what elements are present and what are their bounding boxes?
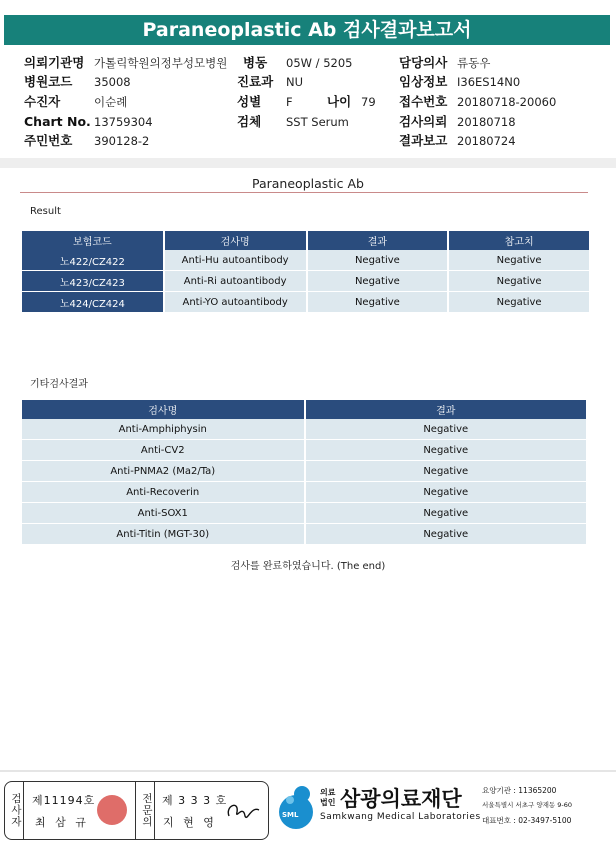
value-ward: 05W / 5205	[286, 56, 353, 70]
label-test-request-date: 검사의뢰	[399, 114, 448, 129]
test-name: Anti-Amphiphysin	[22, 419, 305, 440]
test-result: Negative	[305, 503, 587, 524]
test-result: Negative	[307, 250, 449, 271]
other-results-header	[22, 400, 587, 419]
insurance-code: 노422/CZ422	[22, 250, 164, 271]
value-department: NU	[286, 75, 304, 89]
test-name: Anti-Ri autoantibody	[164, 271, 307, 292]
test-result: Negative	[305, 524, 587, 545]
test-result: Negative	[305, 482, 587, 503]
test-name: Anti-YO autoantibody	[164, 292, 307, 313]
label-sex: 성별	[237, 94, 262, 109]
value-receipt-number: 20180718-20060	[457, 95, 557, 109]
sml-logo-text: SML	[282, 811, 299, 819]
value-age: 79	[361, 95, 376, 109]
end-note: 검사를 완료하였습니다. (The end)	[230, 561, 386, 572]
section-underline	[20, 192, 588, 193]
header-test-name: 검사명	[164, 231, 307, 250]
result-label: Result	[30, 206, 61, 217]
test-result: Negative	[307, 292, 449, 313]
pathologist-label: 전문의	[141, 793, 153, 828]
label-attending-physician: 담당의사	[399, 55, 448, 70]
label-age: 나이	[327, 94, 352, 109]
test-name: Anti-PNMA2 (Ma2/Ta)	[22, 461, 305, 482]
label-clinical-info: 임상정보	[399, 74, 448, 89]
other-results-table	[22, 400, 588, 545]
label-requesting-institution: 의뢰기관명	[24, 55, 85, 70]
inspector-seal	[97, 795, 127, 825]
insurance-code: 노424/CZ424	[22, 292, 164, 313]
org-name: 삼광의료재단	[340, 787, 462, 811]
label-resident-number: 주민번호	[24, 133, 73, 148]
result-table	[22, 231, 591, 313]
sml-logo-icon	[270, 782, 320, 834]
label-ward: 병동	[243, 55, 268, 70]
pathologist-signature	[223, 796, 263, 826]
value-specimen: SST Serum	[286, 115, 349, 129]
inspector-label: 검사자	[10, 793, 22, 828]
report-title: Paraneoplastic Ab 검사결과보고서	[4, 15, 610, 45]
value-result-report-date: 20180724	[457, 134, 516, 148]
org-prefix-bottom: 법인	[320, 798, 336, 807]
table-row	[22, 524, 587, 545]
header-divider	[0, 158, 616, 168]
reference-value: Negative	[448, 292, 590, 313]
label-patient: 수진자	[24, 94, 61, 109]
reference-value: Negative	[448, 250, 590, 271]
test-result: Negative	[307, 271, 449, 292]
table-row	[22, 271, 590, 292]
table-row	[22, 461, 587, 482]
value-sex: F	[286, 95, 293, 109]
section-title: Paraneoplastic Ab	[252, 176, 364, 191]
test-name: Anti-CV2	[22, 440, 305, 461]
table-row	[22, 292, 590, 313]
value-attending-physician: 류동우	[457, 56, 491, 70]
test-name: Anti-Recoverin	[22, 482, 305, 503]
org-prefix-top: 의료	[320, 788, 336, 797]
test-result: Negative	[305, 461, 587, 482]
org-code: 요양기관 : 11365200	[482, 786, 557, 795]
test-name: Anti-SOX1	[22, 503, 305, 524]
value-patient: 이순례	[94, 95, 128, 109]
table-row	[22, 250, 590, 271]
value-requesting-institution: 가톨릭학원의정부성모병원	[94, 56, 228, 70]
header-insurance-code: 보험코드	[22, 231, 164, 250]
pathologist-vertical-label	[135, 782, 155, 839]
test-name: Anti-Titin (MGT-30)	[22, 524, 305, 545]
org-english-name: Samkwang Medical Laboratories	[320, 812, 481, 822]
header-result: 결과	[307, 231, 449, 250]
label-hospital-code: 병원코드	[24, 74, 73, 89]
value-hospital-code: 35008	[94, 75, 131, 89]
value-resident-number: 390128-2	[94, 134, 150, 148]
reference-value: Negative	[448, 271, 590, 292]
inspector-name: 최 삼 규	[35, 816, 89, 829]
insurance-code: 노423/CZ423	[22, 271, 164, 292]
inspector-vertical-label	[5, 782, 24, 839]
value-chart-no: 13759304	[94, 115, 153, 129]
other-results-label: 기타검사결과	[30, 379, 88, 390]
signature-box	[4, 781, 269, 840]
org-address: 서울특별시 서초구 양재동 9-60	[482, 801, 573, 809]
pathologist-license-no: 제 3 3 3 호	[162, 794, 228, 807]
header-result: 결과	[305, 400, 587, 419]
table-row	[22, 482, 587, 503]
test-result: Negative	[305, 419, 587, 440]
label-receipt-number: 접수번호	[399, 94, 448, 109]
result-table-header	[22, 231, 590, 250]
label-result-report-date: 결과보고	[399, 133, 448, 148]
label-department: 진료과	[237, 74, 274, 89]
header-reference: 참고치	[448, 231, 590, 250]
test-name: Anti-Hu autoantibody	[164, 250, 307, 271]
test-result: Negative	[305, 440, 587, 461]
label-chart-no: Chart No.	[24, 114, 91, 129]
org-phone: 대표번호 : 02-3497-5100	[482, 816, 572, 825]
inspector-license-no: 제11194호	[32, 794, 96, 807]
header-test-name: 검사명	[22, 400, 305, 419]
table-row	[22, 419, 587, 440]
footer-divider	[0, 770, 616, 772]
value-test-request-date: 20180718	[457, 115, 516, 129]
value-clinical-info: I36ES14N0	[457, 75, 521, 89]
pathologist-name: 지 현 영	[163, 816, 217, 829]
table-row	[22, 440, 587, 461]
table-row	[22, 503, 587, 524]
label-specimen: 검체	[237, 114, 262, 129]
